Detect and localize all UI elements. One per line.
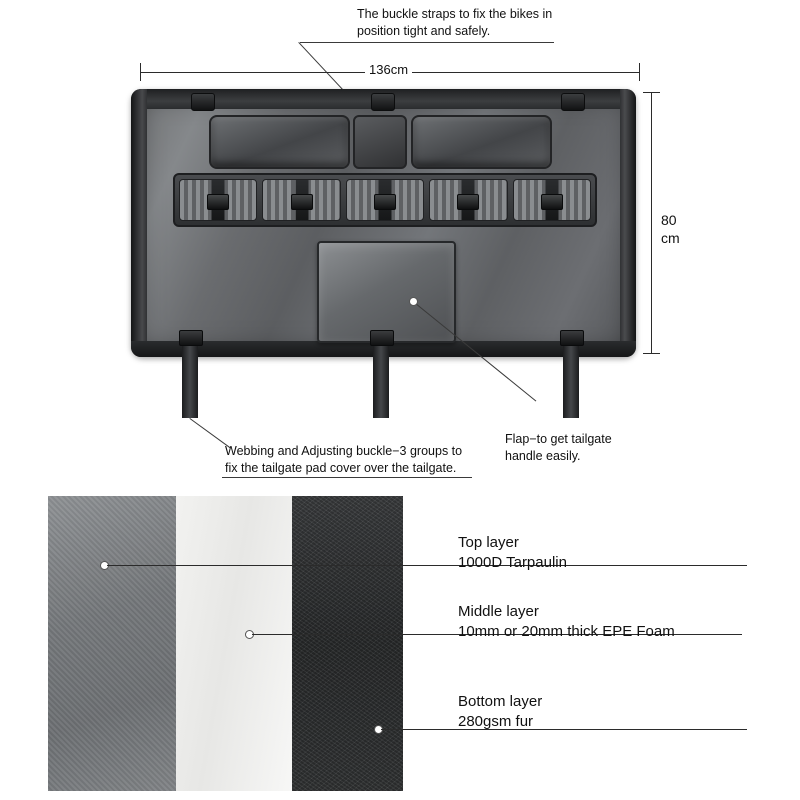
material-layers-diagram [0, 487, 800, 800]
callout-webbing-line1: Webbing and Adjusting buckle−3 groups to [225, 444, 463, 458]
width-tick-left [140, 63, 141, 81]
bike-slot-1 [179, 179, 257, 221]
webbing-strap-right [563, 340, 579, 418]
webbing-strap-center [373, 340, 389, 418]
upper-pocket-right [411, 115, 552, 169]
tailgate-pad-body [131, 89, 636, 357]
upper-pocket-left [209, 115, 350, 169]
layer-top-leader [107, 565, 747, 566]
pad-right-edge [620, 89, 636, 357]
layer-top-title: Top layer [458, 534, 519, 551]
bike-slot-5 [513, 179, 591, 221]
pad-left-edge [131, 89, 147, 357]
callout-webbing-underline [222, 477, 472, 478]
height-dimension-line [651, 92, 652, 354]
callout-buckle-straps-line2: position tight and safely. [357, 23, 491, 38]
callout-buckle-straps [357, 6, 567, 40]
callout-webbing-line2: fix the tailgate pad cover over the tailgate. [225, 460, 457, 475]
width-dimension-label: 136cm [365, 62, 412, 77]
layer-top-label [458, 533, 567, 572]
callout-flap-line1: Flap−to get tailgate [505, 432, 612, 446]
layer-bottom-label [458, 692, 542, 731]
layer-middle-desc: 10mm or 20mm thick EPE Foam [458, 622, 675, 640]
layer-middle-label [458, 602, 675, 641]
top-buckle-2 [371, 93, 395, 111]
callout-buckle-straps-line1: The buckle straps to fix the bikes in [357, 7, 553, 21]
swatch-middle-layer [176, 496, 292, 791]
layer-top-desc: 1000D Tarpaulin [458, 553, 567, 571]
swatch-bottom-layer [292, 496, 403, 791]
layer-bottom-leader [381, 729, 747, 730]
upper-pocket-center [353, 115, 407, 169]
tailgate-handle-flap [317, 241, 456, 343]
height-tick-bottom [643, 353, 660, 354]
bike-slot-4 [429, 179, 507, 221]
layer-bottom-desc: 280gsm fur [458, 712, 534, 730]
top-buckle-3 [561, 93, 585, 111]
leader-flap-dot [409, 297, 418, 306]
width-tick-right [639, 63, 640, 81]
bike-slot-2 [262, 179, 340, 221]
swatch-top-layer [48, 496, 176, 791]
callout-underline-top [300, 42, 554, 43]
height-dimension-label-unit: cm [657, 230, 684, 246]
webbing-strap-left [182, 340, 198, 418]
layer-bottom-title: Bottom layer [458, 693, 543, 710]
bike-slot-3 [346, 179, 424, 221]
callout-flap-line2: handle easily. [505, 448, 581, 463]
callout-webbing [225, 443, 490, 477]
top-buckle-1 [191, 93, 215, 111]
bike-slot-strip [173, 173, 597, 227]
material-swatches [48, 496, 403, 791]
height-dimension-label-value: 80 [657, 212, 681, 228]
height-tick-top [643, 92, 660, 93]
callout-flap [505, 431, 655, 465]
layer-middle-title: Middle layer [458, 603, 539, 620]
